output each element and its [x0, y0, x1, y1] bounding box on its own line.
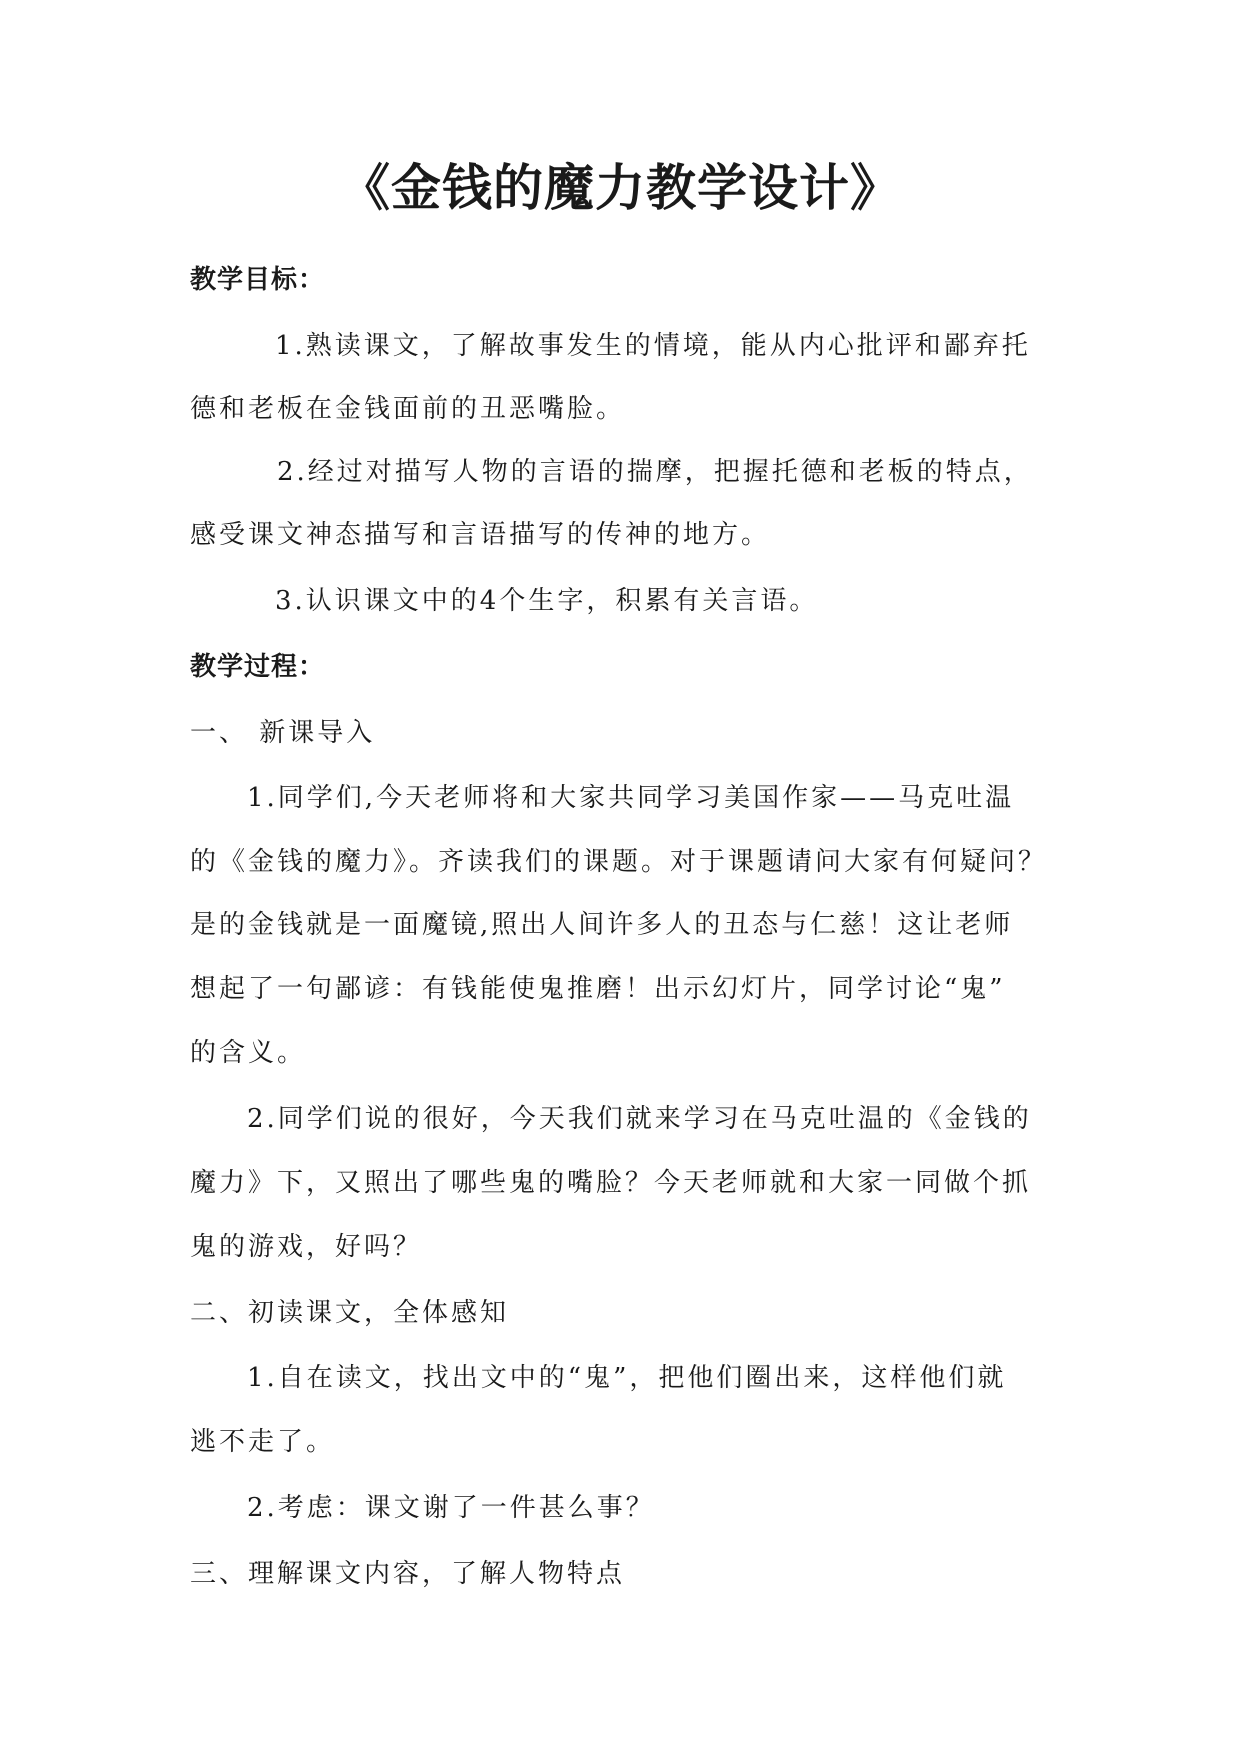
objective-2-line-1: 2.经过对描写人物的言语的揣摩，把握托德和老板的特点， [277, 457, 1033, 487]
section-3-heading: 三、理解课文内容，了解人物特点 [190, 1559, 626, 1589]
objective-2-line-2: 感受课文神态描写和言语描写的传神的地方。 [190, 520, 771, 550]
section-2-heading: 二、初读课文，全体感知 [190, 1298, 510, 1328]
section-1-para-2-line-1: 2.同学们说的很好，今天我们就来学习在马克吐温的《金钱的 [247, 1104, 1032, 1134]
section-1-para-2-line-3: 鬼的游戏，好吗？ [190, 1232, 423, 1262]
page-title: 《金钱的魔力教学设计》 [340, 159, 901, 217]
objective-1-line-1: 1.熟读课文，了解故事发生的情境，能从内心批评和鄙弃托 [275, 331, 1031, 361]
objectives-heading: 教学目标： [190, 265, 326, 295]
process-heading: 教学过程： [190, 652, 326, 682]
objective-1-line-2: 德和老板在金钱面前的丑恶嘴脸。 [190, 394, 626, 424]
section-1-para-1-line-3: 是的金钱就是一面魔镜,照出人间许多人的丑态与仁慈！这让老师 [190, 910, 1014, 940]
section-1-heading: 一、 新课导入 [190, 718, 376, 748]
objective-3-line-1: 3.认识课文中的4个生字，积累有关言语。 [275, 586, 819, 616]
section-1-para-1-line-1: 1.同学们,今天老师将和大家共同学习美国作家——马克吐温 [247, 783, 1015, 813]
section-2-para-1-line-1: 1.自在读文，找出文中的“鬼”，把他们圈出来，这样他们就 [247, 1363, 1007, 1393]
section-1-para-1-line-2: 的《金钱的魔力》。齐读我们的课题。对于课题请问大家有何疑问？ [190, 847, 1048, 877]
section-2-para-2: 2.考虑：课文谢了一件甚么事？ [247, 1493, 655, 1523]
section-1-para-1-line-4: 想起了一句鄙谚：有钱能使鬼推磨！出示幻灯片，同学讨论“鬼” [190, 974, 1006, 1004]
section-1-para-1-line-5: 的含义。 [190, 1038, 307, 1068]
section-2-para-1-line-2: 逃不走了。 [190, 1427, 336, 1457]
section-1-para-2-line-2: 魔力》下，又照出了哪些鬼的嘴脸？今天老师就和大家一同做个抓 [190, 1168, 1032, 1198]
